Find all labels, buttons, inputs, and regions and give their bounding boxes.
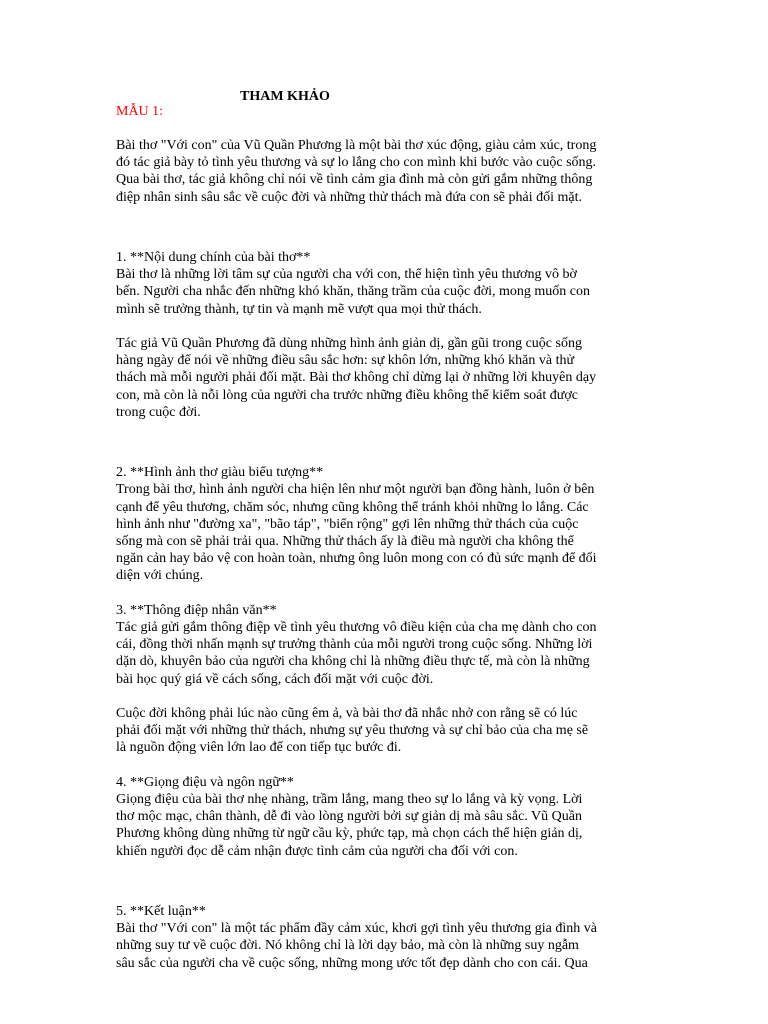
text-line: Bài thơ "Với con" của Vũ Quần Phương là một bài thơ xúc động, giàu cảm xúc, trong <box>116 138 597 153</box>
section-heading: 1. **Nội dung chính của bài thơ** <box>116 250 311 265</box>
text-line: Cuộc đời không phải lúc nào cũng êm ả, và bài thơ đã nhắc nhở con rằng sẽ có lúc <box>116 706 578 722</box>
text-line: cái, đồng thời nhấn mạnh sự trưởng thành của mỗi người trong cuộc sống. Những lời <box>116 637 593 653</box>
text-line: đó tác giả bày tỏ tình yêu thương và sự lo lắng cho con mình khi bước vào cuộc sống. <box>116 155 597 171</box>
text-line: bài học quý giá về cách sống, cách đối mặt với cuộc đời. <box>116 671 434 687</box>
text-line: là nguồn động viên lớn lao để con tiếp tục bước đi. <box>116 740 402 756</box>
page-title: THAM KHẢO <box>240 89 330 104</box>
text-line: hình ảnh như "đường xa", "bão táp", "biển rộng" gợi lên những thử thách của cuộc <box>116 516 579 532</box>
section-2 <box>116 464 656 584</box>
section-3 <box>116 602 656 688</box>
text-line: con, mà còn là nỗi lòng của người cha trước những điều không thể kiểm soát được <box>116 387 578 403</box>
text-line: những suy tư về cuộc đời. Nó không chỉ là lời dạy bảo, mà còn là những suy ngẫm <box>116 938 579 954</box>
text-line: diện với chúng. <box>116 568 204 584</box>
text-line: Qua bài thơ, tác giả không chỉ nói về tình cảm gia đình mà còn gửi gắm những thông <box>116 172 593 188</box>
document-body <box>116 137 656 972</box>
section-heading: 4. **Giọng điệu và ngôn ngữ** <box>116 774 294 790</box>
text-line: Phương không dùng những từ ngữ cầu kỳ, phức tạp, mà chọn cách thể hiện giản dị, <box>116 826 583 842</box>
text-line: sâu sắc của người cha về cuộc sống, những mong ước tốt đẹp dành cho con cái. Qua <box>116 955 588 971</box>
text-line: dặn dò, khuyên bảo của người cha không chỉ là những điều thực tế, mà còn là những <box>116 654 590 670</box>
text-line: điệp nhân sinh sâu sắc về cuộc đời và những thử thách mà đứa con sẽ phải đối mặt. <box>116 189 582 205</box>
text-line: ngăn cản hay bảo vệ con hoàn toàn, nhưng ông luôn mong con có đủ sức mạnh để đối <box>116 551 597 567</box>
section-heading: 2. **Hình ảnh thơ giàu biểu tượng** <box>116 465 324 481</box>
intro-paragraph <box>116 137 656 206</box>
section-5 <box>116 903 656 972</box>
text-line: bến. Người cha nhắc đến những khó khăn, thăng trầm của cuộc đời, mong muốn con <box>116 284 590 300</box>
text-line: thơ mộc mạc, chân thành, dễ đi vào lòng người bởi sự giản dị mà sâu sắc. Vũ Quần <box>116 809 582 825</box>
text-line: Tác giả gửi gắm thông điệp về tình yêu thương vô điều kiện của cha mẹ dành cho con <box>116 620 597 636</box>
sample-label: MẪU 1: <box>116 104 164 119</box>
text-line: khiến người đọc dễ cảm nhận được tình cảm của người cha đối với con. <box>116 843 518 859</box>
text-line: phải đối mặt với những thử thách, nhưng sự yêu thương và sự chỉ bảo của cha mẹ sẽ <box>116 723 589 739</box>
section-1-paragraph-2 <box>116 335 656 421</box>
text-line: thách mà mỗi người phải đối mặt. Bài thơ không chỉ dừng lại ở những lời khuyên dạy <box>116 370 597 386</box>
section-1 <box>116 249 656 318</box>
text-line: Bài thơ là những lời tâm sự của người cha với con, thể hiện tình yêu thương vô bờ <box>116 267 577 283</box>
section-heading: 5. **Kết luận** <box>116 904 206 920</box>
text-line: sống mà con sẽ phải trải qua. Những thử thách ấy là điều mà người cha không thể <box>116 534 574 550</box>
text-line: trong cuộc đời. <box>116 404 201 420</box>
text-line: Bài thơ "Với con" là một tác phẩm đầy cảm xúc, khơi gợi tình yêu thương gia đình và <box>116 921 597 937</box>
section-3-paragraph-2 <box>116 705 656 757</box>
section-4 <box>116 774 656 860</box>
text-line: cạnh để yêu thương, chăm sóc, nhưng cũng không thể tránh khỏi những lo lắng. Các <box>116 499 589 515</box>
text-line: Tác giả Vũ Quần Phương đã dùng những hình ảnh giản dị, gần gũi trong cuộc sống <box>116 336 582 351</box>
text-line: Giọng điệu của bài thơ nhẹ nhàng, trầm lắng, mang theo sự lo lắng và kỳ vọng. Lời <box>116 792 583 808</box>
text-line: Trong bài thơ, hình ảnh người cha hiện lên như một người bạn đồng hành, luôn ở bên <box>116 482 595 498</box>
text-line: mình sẽ trưởng thành, tự tin và mạnh mẽ vượt qua mọi thử thách. <box>116 301 482 317</box>
text-line: hàng ngày để nói về những điều sâu sắc hơn: sự khôn lớn, những khó khăn và thử <box>116 353 575 369</box>
section-heading: 3. **Thông điệp nhân văn** <box>116 602 277 618</box>
